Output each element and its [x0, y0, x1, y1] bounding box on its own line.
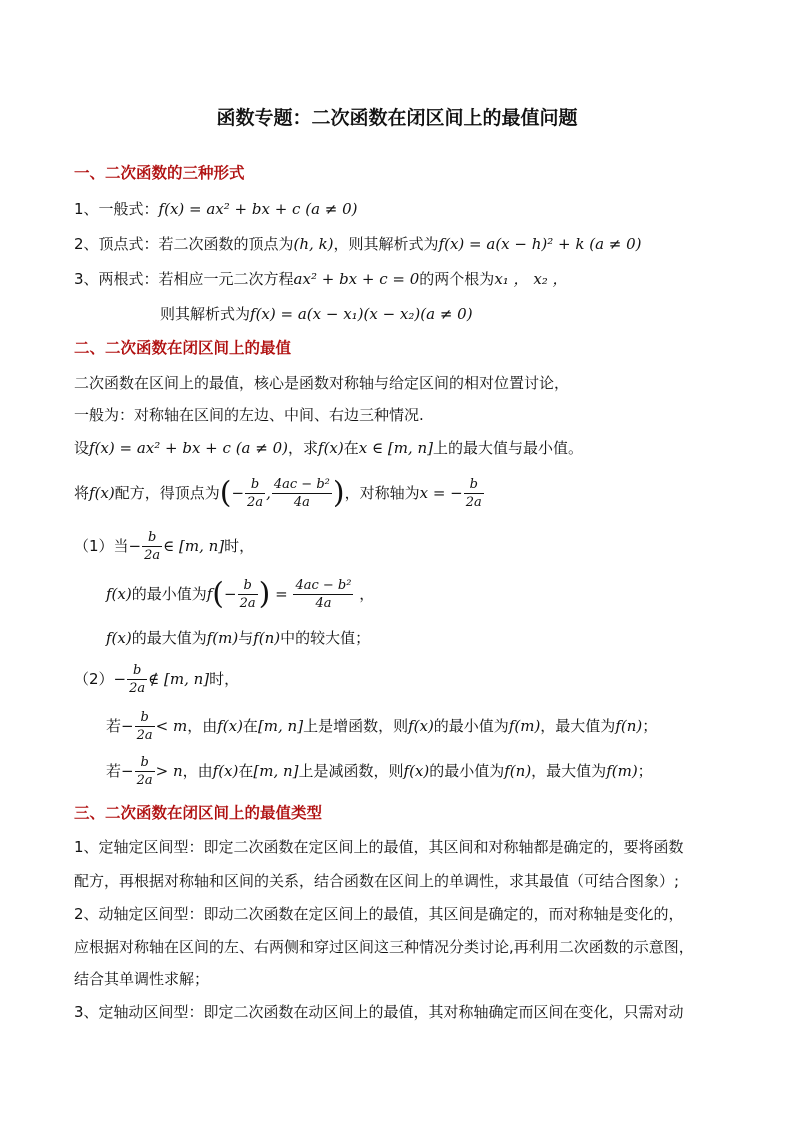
page-title: 函数专题：二次函数在闭区间上的最值问题 — [216, 107, 578, 129]
case-2b-fx2: f(x) — [403, 762, 430, 780]
vertex-x-fraction: $\frac{b}{2a}$ — [247, 477, 264, 510]
type-1-line-2: 配方，再根据对称轴和区间的关系，结合函数在区间上的单调性，求其最值（可结合图象）; — [74, 872, 680, 890]
case-1-max-label: 的最大值为 — [131, 629, 207, 647]
ruo-1: 若 — [106, 717, 122, 735]
root-form-label-2: 则其解析式为 — [160, 305, 251, 323]
case-2a-end: ； — [642, 717, 658, 735]
case-2a-fx2: f(x) — [408, 717, 434, 735]
case-2-cond: ∉ [m, n] — [148, 670, 210, 688]
vertex-coord: (h, k) — [293, 235, 334, 253]
section-heading-1: 一、二次函数的三种形式 — [74, 164, 245, 182]
root-form-line — [74, 268, 734, 290]
case-2a-fx: f(x) — [217, 717, 243, 735]
case-1-fn: f(n) — [253, 629, 281, 647]
case-2a-max: f(n) — [615, 717, 643, 735]
case-2a-min-label: 的最小值为 — [433, 717, 509, 735]
root-form-mid: 的两个根为 — [419, 270, 495, 288]
root-form-line-2 — [160, 303, 734, 325]
cs-text-b: 配方，得顶点为 — [114, 484, 220, 502]
case-1-label: （1）当 — [74, 537, 129, 555]
case-2-line: （2）− $\frac{b}{2a}$ ∉ [m, n]时， — [74, 663, 240, 696]
paragraph-core: 二次函数在区间上的最值，核心是函数对称轴与给定区间的相对位置讨论， — [74, 374, 570, 392]
case-1-fm: f(m) — [206, 629, 239, 647]
symmetry-fraction: $\frac{b}{2a}$ — [465, 477, 482, 510]
ruo-2: 若 — [106, 762, 122, 780]
setup-text-d: 上的最大值与最小值。 — [432, 439, 583, 457]
case-2b-min: f(n) — [504, 762, 532, 780]
root-form-formula: f(x) = a(x − x₁)(x − x₂)(a ≠ 0) — [250, 305, 473, 323]
case-2-time: 时， — [209, 670, 240, 688]
vertex-y-fraction: $\frac{\text{4ac − b²}}{4a}$ — [273, 477, 330, 510]
type-3-line: 3、定轴动区间型：即定二次函数在动区间上的最值，其对称轴确定而区间在变化，只需对动 — [74, 1003, 684, 1021]
general-form-formula: f(x) = ax² + bx + c (a ≠ 0) — [158, 200, 358, 218]
case-2a-cond: < m — [155, 717, 188, 735]
type-2-line-3: 结合其单调性求解； — [74, 970, 210, 988]
case-2a-interval: [m, n] — [257, 717, 304, 735]
type-2-line: 2、动轴定区间型：即动二次函数在定区间上的最值，其区间是确定的，而对称轴是变化的， — [74, 905, 684, 923]
cs-text-c: ，对称轴为 — [344, 484, 420, 502]
case-1-min-line: f(x)的最小值为f(− $\frac{b}{2a}$ ) = $\frac{\text{4ac − b²}}{4a}$ ， — [106, 576, 375, 612]
case-2-label: （2） — [74, 670, 114, 688]
case-1-cond: ∈ [m, n] — [163, 537, 225, 555]
case-2-decreasing-line: 若− $\frac{b}{2a}$ > n，由f(x)在[m, n]上是减函数，则f(x)的最小值为f(n)，最大值为f(m)； — [106, 755, 653, 788]
case-2b-fx: f(x) — [212, 762, 239, 780]
setup-text-a: 设 — [74, 439, 90, 457]
case-2b-cond: > n — [155, 762, 183, 780]
setup-text-b: ，求 — [288, 439, 319, 457]
case-1-min-value: $\frac{\text{4ac − b²}}{4a}$ — [295, 578, 352, 611]
root-form-equation: ax² + bx + c = 0 — [293, 270, 420, 288]
section-heading-2: 二、二次函数在闭区间上的最值 — [74, 339, 292, 357]
cs-text-a: 将 — [74, 484, 90, 502]
case-2a-fraction: $\frac{b}{2a}$ — [136, 710, 153, 743]
setup-text-c: 在 — [343, 439, 359, 457]
case-1-min-fraction: $\frac{b}{2a}$ — [239, 578, 256, 611]
setup-fx: f(x) — [318, 439, 344, 457]
case-2b-decreasing: 上是减函数，则 — [298, 762, 404, 780]
case-2b-max-label: ，最大值为 — [531, 762, 607, 780]
case-2a-min: f(m) — [508, 717, 541, 735]
complete-square-line: 将f(x)配方，得顶点为(− $\frac{b}{2a}$ , $\frac{\text{4ac − b²}}{4a}$ )，对称轴为x = − $\frac{b}{2a}$ — [74, 475, 482, 511]
case-2a-by: ，由 — [187, 717, 218, 735]
vertex-form-mid: ，则其解析式为 — [333, 235, 439, 253]
vertex-form-formula: f(x) = a(x − h)² + k (a ≠ 0) — [438, 235, 642, 253]
case-2b-in: 在 — [238, 762, 254, 780]
setup-formula: f(x) = ax² + bx + c (a ≠ 0) — [89, 439, 288, 457]
general-form-line — [74, 198, 734, 220]
paragraph-three-cases: 一般为：对称轴在区间的左边、中间、右边三种情况. — [74, 406, 424, 424]
case-1-time: 时， — [224, 537, 255, 555]
case-2a-increasing: 上是增函数，则 — [303, 717, 409, 735]
root-form-label: 3、两根式：若相应一元二次方程 — [74, 270, 294, 288]
case-2b-fraction: $\frac{b}{2a}$ — [136, 755, 153, 788]
case-1-max-fx: f(x) — [106, 629, 132, 647]
case-1-min-label: 的最小值为 — [131, 585, 207, 603]
vertex-form-label: 2、顶点式：若二次函数的顶点为 — [74, 235, 294, 253]
case-2b-interval: [m, n] — [253, 762, 299, 780]
type-1-line: 1、定轴定区间型：即定二次函数在定区间上的最值，其区间和对称轴都是确定的，要将函数 — [74, 838, 684, 856]
case-1-and: 与 — [238, 629, 254, 647]
case-2b-min-label: 的最小值为 — [429, 762, 505, 780]
type-2-line-2: 应根据对称轴在区间的左、右两侧和穿过区间这三种情况分类讨论,再利用二次函数的示意图， — [74, 938, 694, 956]
case-2-increasing-line: 若− $\frac{b}{2a}$ < m，由f(x)在[m, n]上是增函数，则f(x)的最小值为f(m)，最大值为f(n)； — [106, 710, 658, 743]
section-heading-3: 三、二次函数在闭区间上的最值类型 — [74, 804, 323, 822]
case-2b-by: ，由 — [182, 762, 213, 780]
case-2-fraction: $\frac{b}{2a}$ — [129, 663, 146, 696]
symmetry-axis: x = − — [419, 484, 463, 502]
vertex-form-line — [74, 233, 734, 255]
case-2a-max-label: ，最大值为 — [540, 717, 616, 735]
case-1-fraction: $\frac{b}{2a}$ — [144, 530, 161, 563]
general-form-label: 1、一般式： — [74, 200, 159, 218]
case-1-end: 中的较大值； — [280, 629, 371, 647]
cs-fx: f(x) — [89, 484, 115, 502]
root-form-roots: x₁ ， x₂ ， — [494, 270, 568, 288]
setup-interval: x ∈ [m, n] — [358, 439, 433, 457]
setup-line — [74, 437, 734, 459]
case-1-line: （1）当− $\frac{b}{2a}$ ∈ [m, n]时， — [74, 530, 255, 563]
case-2a-in: 在 — [242, 717, 258, 735]
case-2b-max: f(m) — [606, 762, 638, 780]
case-2b-end: ； — [637, 762, 653, 780]
case-1-min-fx: f(x) — [106, 585, 132, 603]
case-1-max-line — [106, 627, 734, 649]
